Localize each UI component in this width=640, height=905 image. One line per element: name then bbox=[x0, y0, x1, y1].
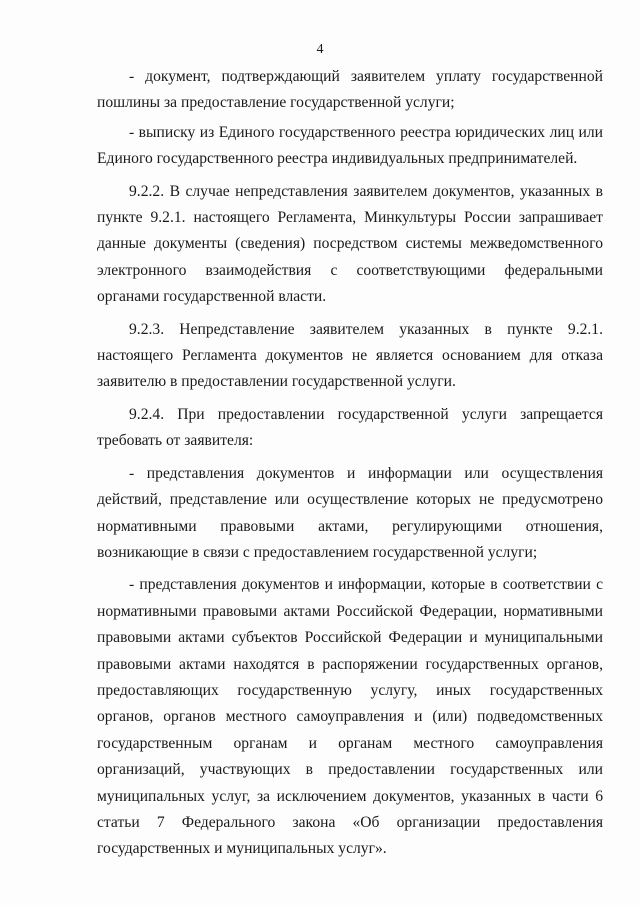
paragraph-state-fee-document: - документ, подтверждающий заявителем уплату государственной пошлины за предоставление государственной услуги; bbox=[97, 68, 603, 112]
paragraph-prohibition-actions: - представления документов и информации или осуществления действий, представление или осуществление которых не предусмотрено нормативными правовыми актами, регулирующими отношения, возникающие в связи с предоставлением государственной услуги; bbox=[97, 464, 603, 561]
paragraph-prohibition-documents: - представления документов и информации, которые в соответствии с нормативными правовыми актами Российской Федерации, нормативными правовыми актами субъектов Российской Федерации и муниципальными правовыми актами находятся в распоряжении государственных органов, предоставляющих государственную услугу, иных государственных органов, органов местного самоуправления и (или) подведомственных государственным органам и органам местного самоуправления организаций, участвующих в предоставлении государственных или муниципальных услуг, за исключением документов, указанных в части 6 статьи 7 Федерального закона «Об организации предоставления государственных и муниципальных услуг». bbox=[97, 576, 603, 858]
paragraph-9-2-3: 9.2.3. Непредставление заявителем указанных в пункте 9.2.1. настоящего Регламента документов не является основанием для отказа заявителю в предоставлении государственной услуги. bbox=[97, 320, 603, 391]
page-number: 4 bbox=[316, 42, 324, 57]
paragraph-9-2-4: 9.2.4. При предоставлении государственной услуги запрещается требовать от заявителя: bbox=[97, 405, 603, 450]
document-body bbox=[97, 64, 603, 863]
paragraph-registry-extract: - выписку из Единого государственного реестра юридических лиц или Единого государственного реестра индивидуальных предпринимателей. bbox=[97, 123, 603, 168]
paragraph-9-2-2: 9.2.2. В случае непредставления заявителем документов, указанных в пункте 9.2.1. настоящего Регламента, Минкультуры России запрашивает данные документы (сведения) посредством системы межведомственного электронного взаимодействия с соответствующими федеральными органами государственной власти. bbox=[97, 182, 603, 306]
